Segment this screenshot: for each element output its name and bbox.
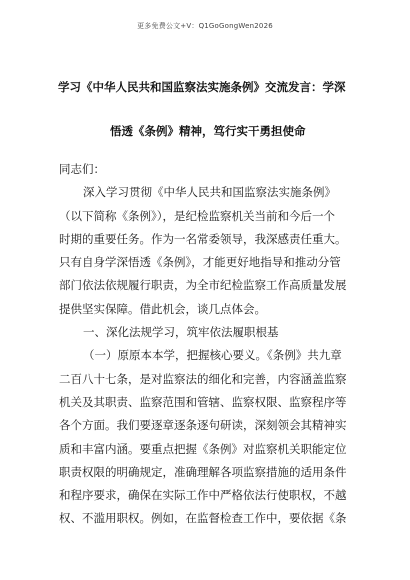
title-line-2: 悟透《条例》精神，笃行实干勇担使命 (110, 124, 306, 138)
section-heading: 一、深化法规学习，筑牢依法履职根基 (83, 325, 279, 340)
paragraph-line: （一）原原本本学，把握核心要义。《条例》共九章 (83, 348, 342, 363)
paragraph-line: 深入学习贯彻《中华人民共和国监察法实施条例》 (83, 185, 336, 200)
paragraph-line: （以下简称《条例》），是纪检监察机关当前和今后一个 (59, 208, 335, 223)
paragraph-line: 和程序要求，确保在实际工作中严格依法行使职权，不越 (59, 488, 347, 503)
body-text (59, 158, 359, 531)
paragraph-line: 各个方面。我们要逐章逐条逐句研读，深刻领会其精神实 (59, 418, 347, 433)
paragraph-line: 质和丰富内涵。要重点把握《条例》对监察机关职能定位 (59, 441, 347, 456)
paragraph-line: 职责权限的明确规定，准确理解各项监察措施的适用条件 (59, 464, 347, 479)
paragraph-line: 只有自身学深悟透《条例》，才能更好地指导和推动分管 (59, 255, 341, 270)
paragraph-line: 机关及其职责、监察范围和管辖、监察权限、监察程序等 (59, 394, 347, 409)
paragraph-line: 部门依法依规履行职责，为全市纪检监察工作高质量发展 (59, 278, 347, 293)
paragraph-line: 时期的重要任务。作为一名常委领导，我深感责任重大。 (59, 231, 347, 246)
title-line-1: 学习《中华人民共和国监察法实施条例》交流发言：学深 (58, 80, 346, 94)
salutation: 同志们： (59, 162, 105, 176)
paragraph-line: 权、不滥用职权。例如，在监督检查工作中，要依据《条 (59, 511, 347, 526)
header-note: 更多免费公文+V：Q1GoGongWen2026 (137, 22, 273, 30)
paragraph-line: 提供坚实保障。借此机会，谈几点体会。 (59, 301, 266, 316)
paragraph-line: 二百八十七条，是对监察法的细化和完善，内容涵盖监察 (59, 371, 347, 386)
